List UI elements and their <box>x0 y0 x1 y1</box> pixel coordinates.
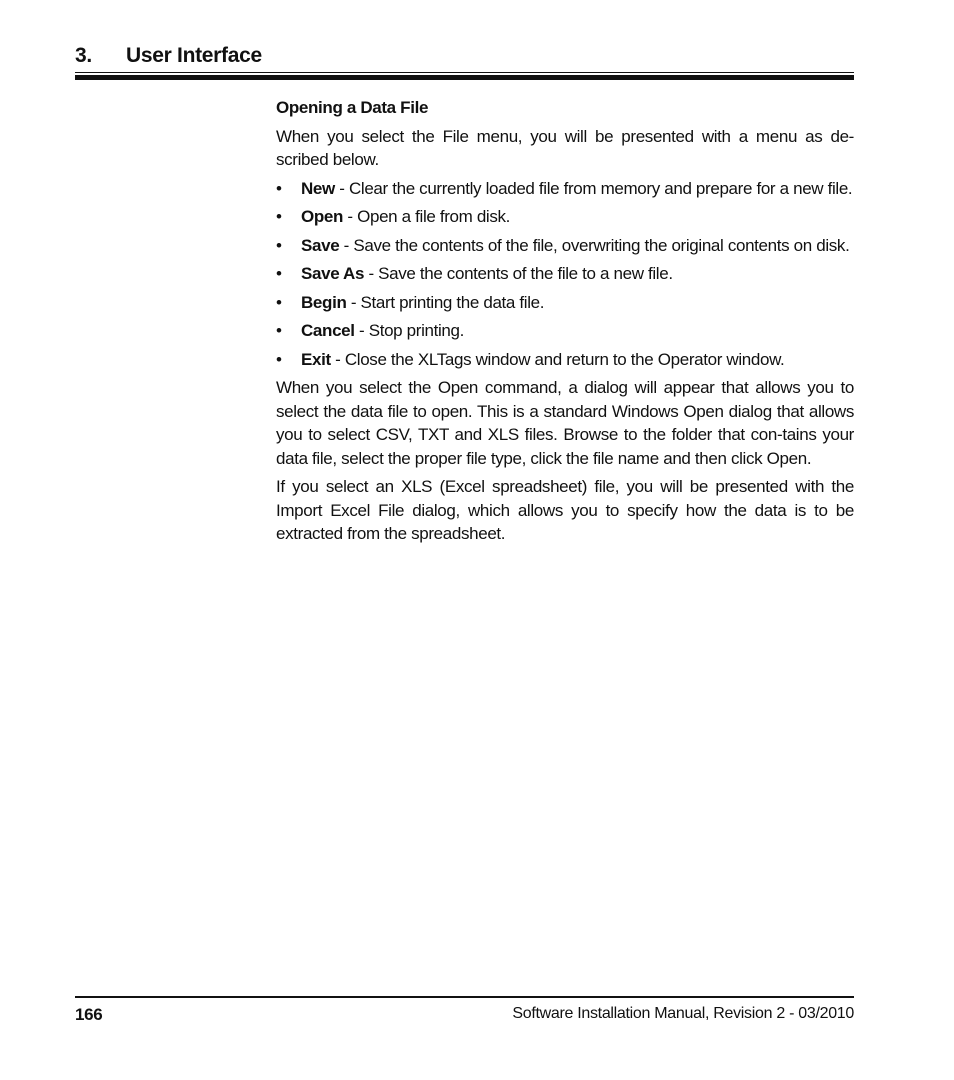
bullet: • <box>276 292 282 312</box>
bullet: • <box>276 235 282 255</box>
footer-rule <box>75 996 854 998</box>
list-item-cancel <box>276 319 854 343</box>
section-title: Opening a Data File <box>276 98 429 117</box>
list-item-save <box>276 234 854 258</box>
list-item-exit <box>276 348 854 372</box>
bullet: • <box>276 349 282 369</box>
desc-open: - Open a file from disk. <box>343 207 511 226</box>
header-rule-thin <box>75 72 854 73</box>
file-menu-list <box>276 177 854 372</box>
term-open: Open <box>301 207 344 226</box>
term-exit: Exit <box>301 349 331 369</box>
desc-save: - Save the contents of the file, overwriting the original contents on disk. <box>339 235 850 255</box>
bullet: • <box>276 178 282 198</box>
list-item-save-as <box>276 262 854 286</box>
page-number: 166 <box>75 1005 103 1024</box>
bullet: • <box>276 264 282 283</box>
list-item-begin <box>276 291 854 315</box>
manual-info: Software Installation Manual, Revision 2 - 03/2010 <box>512 1005 854 1022</box>
main-content <box>276 96 854 551</box>
desc-save-as: - Save the contents of the file to a new file. <box>364 264 673 283</box>
page-header <box>75 44 854 72</box>
chapter-title: User Interface <box>126 44 262 67</box>
term-save-as: Save As <box>301 264 365 283</box>
list-item-open <box>276 205 854 229</box>
term-new: New <box>301 178 335 198</box>
list-item-new <box>276 177 854 201</box>
desc-begin: - Start printing the data file. <box>346 292 545 312</box>
open-command-paragraph: When you select the Open command, a dialog will appear that allows you to select the data file to open. This is a standard Windows Open dialog that allows you to select CSV, TXT and XLS files. Browse to the folder that con-tains your data file, select the proper file type, click the file name and then click Open. <box>276 378 854 468</box>
chapter-number: 3. <box>75 44 92 67</box>
term-save: Save <box>301 235 340 255</box>
desc-exit: - Close the XLTags window and return to the Operator window. <box>330 349 785 369</box>
desc-new: - Clear the currently loaded file from memory and prepare for a new file. <box>334 178 853 198</box>
header-rule-thick <box>75 75 854 80</box>
bullet: • <box>276 207 282 226</box>
bullet: • <box>276 321 282 340</box>
term-begin: Begin <box>301 292 347 312</box>
term-cancel: Cancel <box>301 321 355 340</box>
desc-cancel: - Stop printing. <box>354 321 464 340</box>
intro-paragraph: When you select the File menu, you will be presented with a menu as de-scribed below. <box>276 126 854 169</box>
xls-paragraph: If you select an XLS (Excel spreadsheet) file, you will be presented with the Import Excel File dialog, which allows you to specify how the data is to be extracted from the spreadsheet. <box>276 477 854 543</box>
